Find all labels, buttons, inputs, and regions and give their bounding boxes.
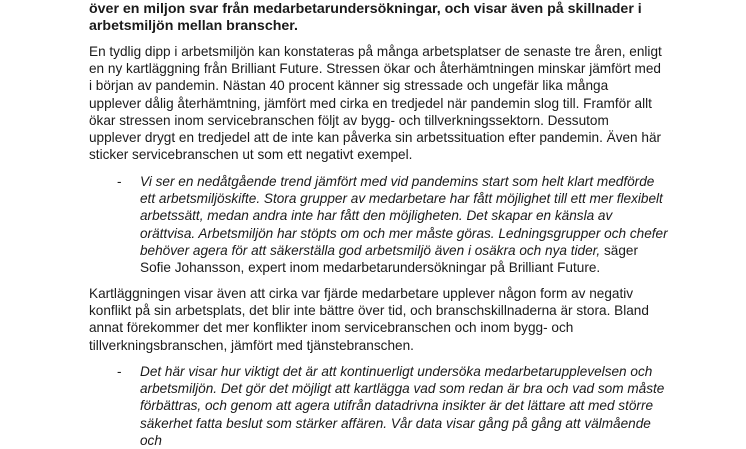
body-paragraph-2: Kartläggningen visar även att cirka var fjärde medarbetare upplever någon form av negativ konflikt på sin arbetsplats, det blir inte bättre över tid, och branschskillnaderna är stora. Bland annat förekommer det mer konflikter inom servicebranschen och inom bygg- och tillverkningsbranschen, jämfört med tjänstebranschen. [89, 286, 649, 353]
quote-text-2 [140, 363, 669, 449]
quote-body: Det här visar hur viktigt det är att kontinuerligt undersöka medarbetarupplevelsen och arbetsmiljön. Det gör det möjligt att kartlägga vad som redan är bra och vad som måste förbättras, och genom att agera utifrån datadrivna insikter är det lättare att med större säkerhet fatta beslut som stärker affären. Vår data visar gång på gång att välmående och [140, 364, 665, 448]
lead-paragraph: över en miljon svar från medarbetarundersökningar, och visar även på skillnader i arbetsmiljön mellan branscher. [89, 1, 642, 34]
quote-body: Vi ser en nedåtgående trend jämfört med vid pandemins start som helt klart medförde ett arbetsmiljöskifte. Stora grupper av medarbetare har fått möjlighet till ett mer flexibelt arbetssätt, medan andra inte har fått den möjligheten. Det skapar en känsla av orättvisa. Arbetsmiljön har stöpts om och mer måste göras. Ledningsgrupper och chefer behöver agera för att säkerställa god arbetsmiljö även i osäkra och nya tider, [140, 174, 668, 258]
quote-block-1 [117, 173, 669, 276]
quote-text-1 [140, 173, 669, 276]
body-paragraph-1: En tydlig dipp i arbetsmiljön kan konstateras på många arbetsplatser de senaste tre åren, enligt en ny kartläggning från Brilliant Future. Stressen ökar och återhämtningen minskar jämfört med i början av pandemin. Nästan 40 procent känner sig stressade och ungefär lika många upplever dålig återhämtning, jämfört med cirka en tredjedel när pandemin slog till. Framför allt ökar stressen inom servicebranschen följt av bygg- och tillverkningssektorn. Dessutom upplever drygt en tredjedel att de inte kan påverka sin arbetssituation efter pandemin. Även här sticker servicebranschen ut som ett negativt exempel. [89, 44, 662, 163]
quote-dash: - [117, 364, 122, 379]
quote-attribution: säger Sofie Johansson, expert inom medarbetarundersökningar på Brilliant Future. [140, 242, 638, 276]
quote-dash: - [117, 174, 122, 189]
quote-block-2 [117, 363, 669, 449]
